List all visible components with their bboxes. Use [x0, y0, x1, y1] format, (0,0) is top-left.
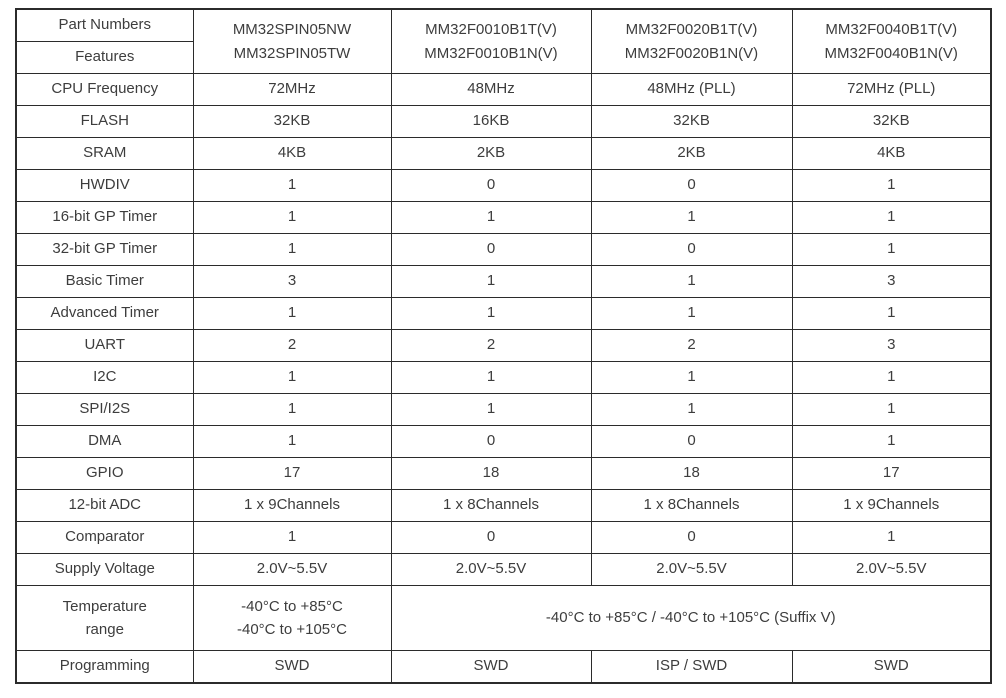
feature-label: CPU Frequency [16, 74, 193, 106]
feature-label: DMA [16, 426, 193, 458]
table-row-programming [16, 651, 991, 684]
feature-label: FLASH [16, 106, 193, 138]
value-cell: 1 [591, 362, 792, 394]
value-cell: 1 x 8Channels [391, 490, 591, 522]
value-cell: 1 [193, 362, 391, 394]
value-cell: 1 [792, 298, 991, 330]
value-cell: 1 [591, 266, 792, 298]
value-cell: 1 [792, 522, 991, 554]
table-row-spi-i2s [16, 394, 991, 426]
feature-label-line: Temperature [62, 597, 147, 615]
value-cell: 2.0V~5.5V [193, 554, 391, 586]
value-cell: 0 [591, 234, 792, 266]
value-cell: 2.0V~5.5V [591, 554, 792, 586]
part-number-column-3 [591, 9, 792, 74]
temperature-value-line: -40°C to +105°C [237, 621, 347, 638]
part-number-line: MM32SPIN05TW [233, 44, 351, 62]
feature-label: Advanced Timer [16, 298, 193, 330]
part-number-line: MM32F0010B1T(V) [425, 21, 557, 39]
feature-label: 32-bit GP Timer [16, 234, 193, 266]
value-cell: 0 [391, 522, 591, 554]
table-row-i2c [16, 362, 991, 394]
feature-label [16, 586, 193, 651]
part-number-line: MM32F0020B1T(V) [625, 21, 758, 39]
value-cell: 1 [391, 202, 591, 234]
value-cell: 1 [193, 170, 391, 202]
value-cell: 0 [391, 426, 591, 458]
part-number-column-2 [391, 9, 591, 74]
table-row-12bit-adc [16, 490, 991, 522]
value-cell: 0 [391, 170, 591, 202]
value-cell: 1 [193, 522, 391, 554]
value-cell: 3 [792, 266, 991, 298]
value-cell: 1 [591, 394, 792, 426]
value-cell: 1 [792, 170, 991, 202]
value-cell: 2.0V~5.5V [792, 554, 991, 586]
value-cell: 18 [391, 458, 591, 490]
feature-label: I2C [16, 362, 193, 394]
value-cell: 2 [391, 330, 591, 362]
feature-label: SPI/I2S [16, 394, 193, 426]
value-cell: 1 [193, 394, 391, 426]
part-number-line: MM32F0010B1N(V) [424, 44, 558, 62]
value-cell: ISP / SWD [591, 651, 792, 684]
feature-label: SRAM [16, 138, 193, 170]
table-row-flash [16, 106, 991, 138]
value-cell: 72MHz [193, 74, 391, 106]
value-cell: 1 [391, 362, 591, 394]
value-cell: 1 [193, 234, 391, 266]
value-cell: 1 [391, 394, 591, 426]
value-cell: 0 [591, 426, 792, 458]
value-cell: 16KB [391, 106, 591, 138]
value-cell: 1 [792, 234, 991, 266]
value-cell: 17 [792, 458, 991, 490]
feature-label: HWDIV [16, 170, 193, 202]
value-cell: 48MHz [391, 74, 591, 106]
part-number-column-4 [792, 9, 991, 74]
value-cell: 32KB [193, 106, 391, 138]
value-cell: SWD [391, 651, 591, 684]
value-cell: 18 [591, 458, 792, 490]
value-cell: 17 [193, 458, 391, 490]
table-row-hwdiv [16, 170, 991, 202]
value-cell: 0 [591, 522, 792, 554]
table-row-uart [16, 330, 991, 362]
part-number-line: MM32F0020B1N(V) [624, 44, 759, 62]
value-cell [193, 586, 391, 651]
value-cell: 1 [391, 298, 591, 330]
value-cell: 2 [193, 330, 391, 362]
feature-label: Supply Voltage [16, 554, 193, 586]
corner-label-features: Features [16, 42, 193, 74]
feature-label: UART [16, 330, 193, 362]
value-cell: 48MHz (PLL) [591, 74, 792, 106]
value-cell: 1 [792, 362, 991, 394]
table-row-32bit-gp-timer [16, 234, 991, 266]
value-cell: 1 [591, 298, 792, 330]
feature-label: GPIO [16, 458, 193, 490]
feature-label: Basic Timer [16, 266, 193, 298]
value-cell: 0 [391, 234, 591, 266]
part-number-line: MM32F0040B1T(V) [825, 21, 958, 39]
header-row-part-numbers [16, 9, 991, 42]
value-cell: 1 x 9Channels [792, 490, 991, 522]
value-cell: SWD [193, 651, 391, 684]
merged-temperature-cell: -40°C to +85°C / -40°C to +105°C (Suffix V) [391, 586, 991, 651]
mcu-spec-table [15, 8, 992, 684]
value-cell: 1 [193, 298, 391, 330]
value-cell: 1 x 9Channels [193, 490, 391, 522]
value-cell: 2.0V~5.5V [391, 554, 591, 586]
value-cell: 4KB [792, 138, 991, 170]
part-number-line: MM32SPIN05NW [232, 21, 352, 39]
value-cell: 1 [591, 202, 792, 234]
value-cell: 1 [391, 266, 591, 298]
value-cell: 72MHz (PLL) [792, 74, 991, 106]
value-cell: 32KB [591, 106, 792, 138]
table-row-gpio [16, 458, 991, 490]
value-cell: 1 [193, 426, 391, 458]
part-number-column-1 [193, 9, 391, 74]
feature-label: Programming [16, 651, 193, 684]
corner-label-part-numbers: Part Numbers [16, 9, 193, 42]
table-row-comparator [16, 522, 991, 554]
feature-label: 12-bit ADC [16, 490, 193, 522]
value-cell: SWD [792, 651, 991, 684]
value-cell: 3 [792, 330, 991, 362]
value-cell: 1 x 8Channels [591, 490, 792, 522]
table-row-temperature-range [16, 586, 991, 651]
value-cell: 1 [792, 394, 991, 426]
value-cell: 32KB [792, 106, 991, 138]
table-row-16bit-gp-timer [16, 202, 991, 234]
value-cell: 4KB [193, 138, 391, 170]
value-cell: 1 [792, 202, 991, 234]
table-row-dma [16, 426, 991, 458]
table-row-advanced-timer [16, 298, 991, 330]
temperature-value-line: -40°C to +85°C [241, 597, 343, 615]
part-number-line: MM32F0040B1N(V) [824, 44, 958, 62]
value-cell: 2KB [391, 138, 591, 170]
table-row-sram [16, 138, 991, 170]
value-cell: 1 [193, 202, 391, 234]
feature-label: 16-bit GP Timer [16, 202, 193, 234]
value-cell: 3 [193, 266, 391, 298]
value-cell: 2 [591, 330, 792, 362]
value-cell: 0 [591, 170, 792, 202]
value-cell: 1 [792, 426, 991, 458]
value-cell: 2KB [591, 138, 792, 170]
table-row-basic-timer [16, 266, 991, 298]
feature-label: Comparator [16, 522, 193, 554]
table-row-supply-voltage [16, 554, 991, 586]
feature-label-line: range [85, 621, 124, 638]
table-row-cpu-frequency [16, 74, 991, 106]
